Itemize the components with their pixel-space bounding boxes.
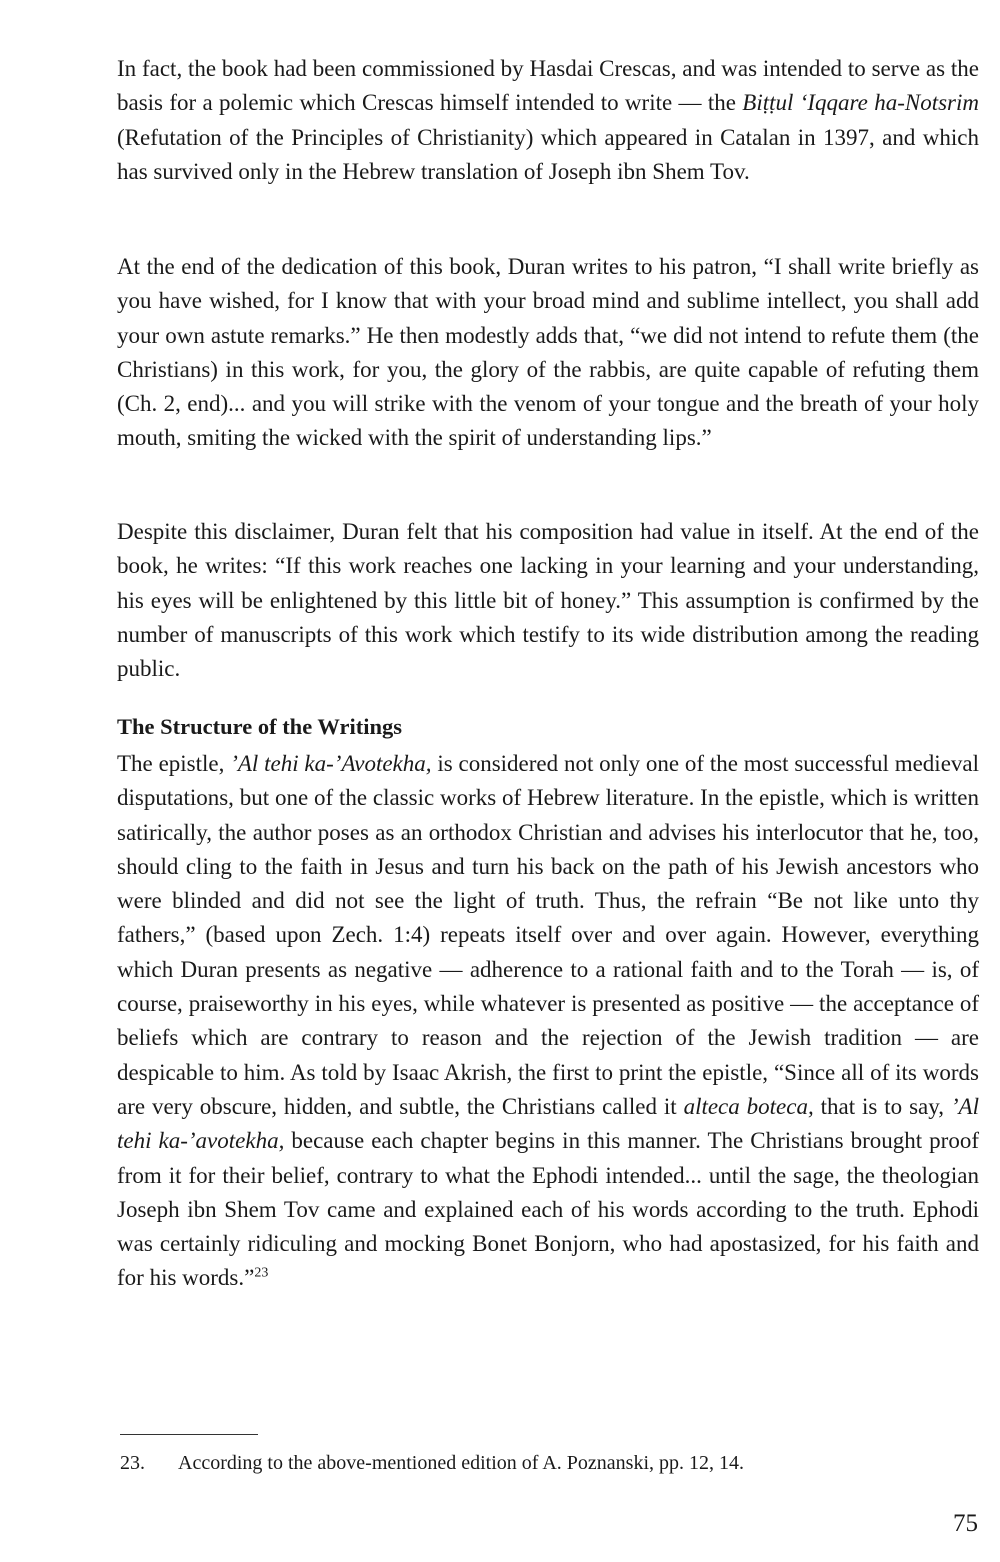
text-run: is considered not only one of the most successful medieval disputations, but one of the classic works of Hebrew literature. In the epistle, which is written satirically, the author poses as an orthodox Christian and advises his interlocutor that he, too, should cling to the faith in Jesus and turn his back on the path of his Jewish ancestors who were blinded and did not see the light of truth. Thus, the refrain “Be not like unto thy fathers,” (based upon Zech. 1:4) repeats itself over and over again. However, everything which Duran presents as negative — adherence to a rational faith and to the Torah — is, of course, praiseworthy in his eyes, while whatever is presented as positive — the acceptance of beliefs which are contrary to reason and the rejection of the Jewish tradition — are despicable to him. As told by Isaac Akrish, the first to print the epistle, “Since all of its words are very obscure, hidden, and subtle, the Christians called it [117,751,979,1119]
paragraph-crescas-commission [117,52,979,189]
text-run: that is to say, [813,1093,951,1119]
text-run: Despite this disclaimer, Duran felt that his composition had value in itself. At the end of the book, he writes: “If this work reaches one lacking in your learning and your understanding, his eyes will be enlightened by this little bit of honey.” This assumption is confirmed by the number of manuscripts of this work which testify to its wide distribution among the reading public. [117,519,979,682]
italic-title: ’Al tehi ka-’Avotekha, [230,751,432,776]
section-heading: The Structure of the Writings [117,714,402,739]
italic-title: Biṭṭul ‘Iqqare ha-Notsrim [742,90,979,116]
text-run: because each chapter begins in this manner. The Christians brought proof from it for their belief, contrary to what the Ephodi intended... until the sage, the theologian Joseph ibn Shem Tov came and explained each of his words according to the truth. Ephodi was certainly ridiculing and mocking Bonet Bonjorn, who had apostasized, for his faith and for his words.” [117,1128,979,1291]
footnote-text: According to the above-mentioned edition of A. Poznanski, pp. 12, 14. [178,1452,745,1474]
text-run: At the end of the dedication of this book, Duran writes to his patron, “I shall write briefly as you have wished, for I know that with your broad mind and sublime intellect, you shall add your own astute remarks.” He then modestly adds that, “we did not intend to refute them (the Christians) in this work, for you, the glory of the rabbis, are quite capable of refuting them (Ch. 2, end)... and you will strike with the venom of your tongue and the breath of your holy mouth, smiting the wicked with the spirit of understanding lips.” [117,254,979,451]
paragraph-dedication [117,250,979,456]
text-run: In fact, the book had been commissioned by Hasdai Crescas, and was intended to serve as the basis for a polemic which Crescas himself intended to write — the [117,56,979,116]
footnote [120,1452,744,1475]
page-number: 75 [953,1510,978,1537]
italic-title: alteca boteca, [683,1093,814,1119]
paragraph-disclaimer [117,515,979,686]
footnote-divider [120,1434,258,1435]
paragraph-epistle-structure [117,747,979,1296]
footnote-number: 23. [120,1452,145,1474]
italic-title: ’Al tehi ka-’avotekha, [117,1093,979,1154]
text-run: The epistle, [117,751,231,776]
text-run: (Refutation of the Principles of Christianity) which appeared in Catalan in 1397, and which has survived only in the Hebrew translation of Joseph ibn Shem Tov. [117,124,979,184]
footnote-reference: 23 [254,1265,269,1281]
